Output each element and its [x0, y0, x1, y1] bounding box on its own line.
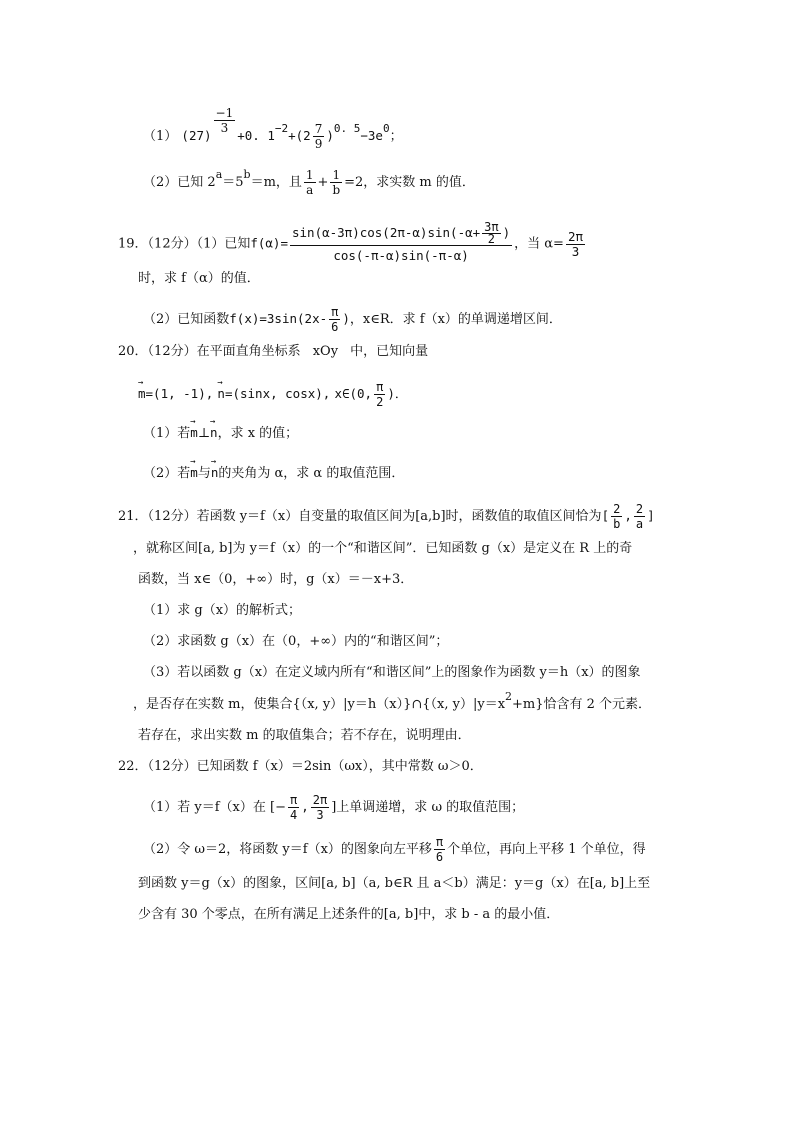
- q19-part2: （2）已知函数f(x)=3sin(2x- $\frac{\pi}{6}$ )，x∈R．求 f（x）的单调递增区间．: [143, 305, 562, 334]
- exponent-neg-one-third: $\frac{-1}{3}$: [215, 106, 234, 135]
- q21-part3-line2: ，是否存在实数 m，使集合{（x, y）|y＝h（x）}∩{（x, $y)|y=x^2+m$}恰含有 2 个元素．: [133, 690, 652, 712]
- q22-part1: （1）若 y＝f（x）在 [− $\frac{\pi}{4}$ , $\frac{2\pi}{3}$ ]上单调递增，求 ω 的取值范围；: [143, 793, 525, 822]
- q20-part2: （2）若→ m与→ n的夹角为 α，求 α 的取值范围．: [143, 464, 404, 483]
- fraction-1-a: $\frac{1}{a}$: [305, 168, 314, 197]
- question-number: 20．（12分）在平面直角坐标系 xOy 中，已知向量: [118, 344, 429, 359]
- part-label: （1）: [143, 129, 178, 144]
- q21-part1: （1）求 g（x）的解析式；: [143, 603, 302, 618]
- question-number: 19．（12分）（1）已知: [118, 236, 251, 252]
- big-fraction-f-alpha: sin(α-3π)cos(2π-α)sin(-α+ $\frac{3\pi}{2}$ ) cos(-π-α)sin(-π-α): [292, 220, 511, 263]
- vector-n: → n: [217, 385, 225, 403]
- q21-part3-line3: 若存在，求出实数 m 的取值集合；若不存在，说明理由．: [138, 728, 471, 743]
- fraction-2pi-3: $\frac{2\pi}{3}$: [567, 228, 584, 259]
- fraction-pi-2: $\frac{\pi}{2}$: [376, 380, 384, 409]
- q19-line2: 时，求 f（α）的值．: [138, 271, 260, 286]
- question-number: 22．（12分）已知函数 f（x）＝2sin（ωx），其中常数 ω＞0．: [118, 759, 483, 774]
- vector-m: → m: [138, 385, 146, 403]
- question-number: 21．（12分）若函数 y＝f（x）自变量的取值区间为[a,b]时，函数值的取值区间恰为: [118, 509, 602, 524]
- q20-line2: → m=(1, -1), → n=(sinx, cosx), x∈(0, $\frac{\pi}{2}$ )．: [138, 380, 407, 409]
- fraction-7-9: $\frac{7}{9}$: [314, 122, 323, 151]
- q20-line1: [118, 343, 428, 361]
- base-27: (27): [181, 128, 212, 143]
- q22-part2-line1: （2）令 ω＝2，将函数 y＝f（x）的图象向左平移 $\frac{\pi}{6}$ 个单位，再向上平移 1 个单位，得: [143, 835, 646, 864]
- q21-part3-line1: （3）若以函数 g（x）在定义域内所有“和谐区间”上的图象作为函数 y＝h（x）的图象: [143, 665, 641, 680]
- fraction-1-b: $\frac{1}{b}$: [332, 168, 341, 197]
- fraction-pi-6: $\frac{\pi}{6}$: [331, 305, 339, 334]
- q21-line3: 函数，当 x∈（0，+∞）时，g（x）＝－x+3．: [138, 572, 414, 587]
- q21-line1: 21．（12分）若函数 y＝f（x）自变量的取值区间为[a,b]时，函数值的取值区间恰为[ $\frac{2}{b}$ , $\frac{2}{a}$ ]: [118, 502, 655, 531]
- q21-part2: （2）求函数 g（x）在（0，+∞）内的“和谐区间”；: [143, 634, 449, 649]
- q22-line1: [118, 758, 483, 776]
- q18-part1: （1） (27) $\frac{-1}{3}$ +0. $1^{-2}+(2$ $\frac{7}{9}$ )$^{0. 5}-3e^0$；: [143, 106, 403, 151]
- q18-part2: （2）已知 $2^a=5^b=m$，且 $\frac{1}{a}$ + $\frac{1}{b}$ =2，求实数 m 的值．: [143, 168, 475, 197]
- q19-line1: 19．（12分）（1）已知f(α)= sin(α-3π)cos(2π-α)sin(-α+ $\frac{3\pi}{2}$ ) cos(-π-α)sin(-π-α) ，当 α= $\frac{2\pi}{3}$: [118, 222, 587, 266]
- q22-part2-line2: 到函数 y＝g（x）的图象，区间[a, b]（a, b∈R 且 a＜b）满足：y＝g（x）在[a, b]上至: [138, 876, 651, 891]
- q22-part2-line3: 少含有 30 个零点，在所有满足上述条件的[a, b]中，求 b - a 的最小值．: [138, 907, 560, 922]
- q20-part1: （1）若→ m⊥→ n，求 x 的值；: [143, 424, 298, 443]
- q21-line2: ，就称区间[a, b]为 y＝f（x）的一个“和谐区间”．已知函数 g（x）是定义在 R 上的奇: [133, 541, 633, 556]
